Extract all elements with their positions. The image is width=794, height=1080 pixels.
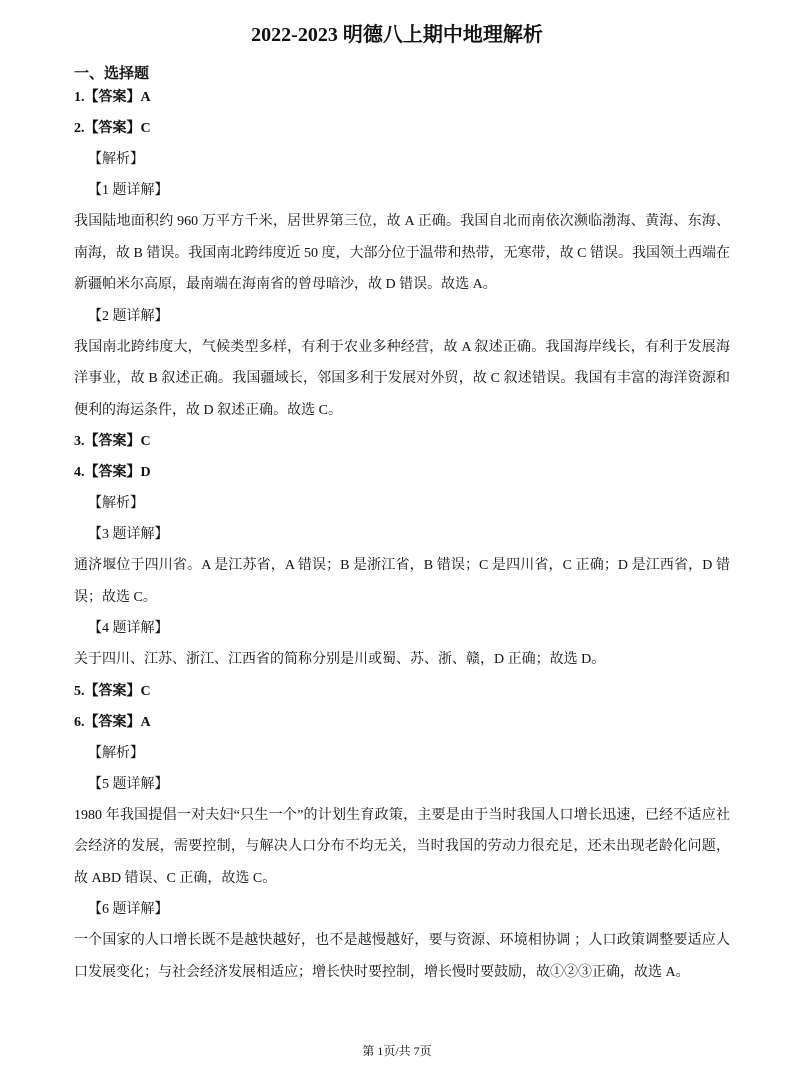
answer-line: 3.【答案】C	[74, 434, 151, 449]
analysis-paragraph: 我国南北跨纬度大，气候类型多样，有利于农业多种经营，故 A 叙述正确。我国海岸线长，有利于发展海洋事业，故 B 叙述正确。我国疆域长，邻国多利于发展对外贸，故 C 叙述错误。我国有丰富的海洋资源和便利的海运条件，故 D 叙述正确。故选 C。	[74, 339, 730, 418]
analysis-label: 【1 题详解】	[88, 183, 169, 198]
analysis-label: 【解析】	[88, 745, 144, 761]
answer-line: 1.【答案】A	[74, 90, 151, 105]
analysis-label: 【3 题详解】	[88, 527, 169, 542]
analysis-label: 【解析】	[88, 496, 144, 511]
answer-line: 5.【答案】C	[74, 683, 151, 699]
analysis-paragraph: 关于四川、江苏、浙江、江西省的简称分别是川或蜀、苏、浙、赣，D 正确；故选 D。	[74, 652, 606, 667]
analysis-label: 【2 题详解】	[88, 308, 169, 324]
answer-line: 2.【答案】C	[74, 121, 151, 136]
answer-line: 4.【答案】D	[74, 465, 151, 480]
analysis-label: 【5 题详解】	[88, 776, 169, 792]
document-content	[74, 88, 730, 994]
analysis-paragraph: 我国陆地面积约 960 万平方千米，居世界第三位，故 A 正确。我国自北而南依次濒临渤海、黄海、东海、南海，故 B 错误。我国南北跨纬度近 50 度，大部分位于温带和热带，无寒带，故 C 错误。我国领土西端在新疆帕米尔高原，最南端在海南省的曾母暗沙，故 D 错误。故选 A。	[74, 214, 730, 292]
analysis-paragraph: 一个国家的人口增长既不是越快越好，也不是越慢越好，要与资源、环境相协调 ；人口政策调整要适应人口发展变化；与社会经济发展相适应；增长快时要控制，增长慢时要鼓励，故①②③正确，故选 A。	[74, 933, 730, 980]
analysis-label: 【解析】	[88, 152, 144, 167]
section-heading: 一、选择题	[74, 66, 150, 82]
page-footer: 第 1页/共 7页	[362, 1044, 432, 1058]
analysis-paragraph: 通济堰位于四川省。A 是江苏省，A 错误；B 是浙江省，B 错误；C 是四川省，C 正确；D 是江西省，D 错误；故选 C。	[74, 558, 730, 605]
answer-line: 6.【答案】A	[74, 714, 151, 730]
analysis-label: 【6 题详解】	[88, 902, 169, 917]
analysis-paragraph: 1980 年我国提倡一对夫妇“只生一个”的计划生育政策，主要是由于当时我国人口增长迅速，已经不适应社会经济的发展，需要控制，与解决人口分布不均无关，当时我国的劳动力很充足，还未出现老龄化问题，故 ABD 错误、C 正确，故选 C。	[74, 807, 730, 886]
page-title: 2022-2023 明德八上期中地理解析	[251, 24, 543, 46]
analysis-label: 【4 题详解】	[88, 621, 169, 636]
